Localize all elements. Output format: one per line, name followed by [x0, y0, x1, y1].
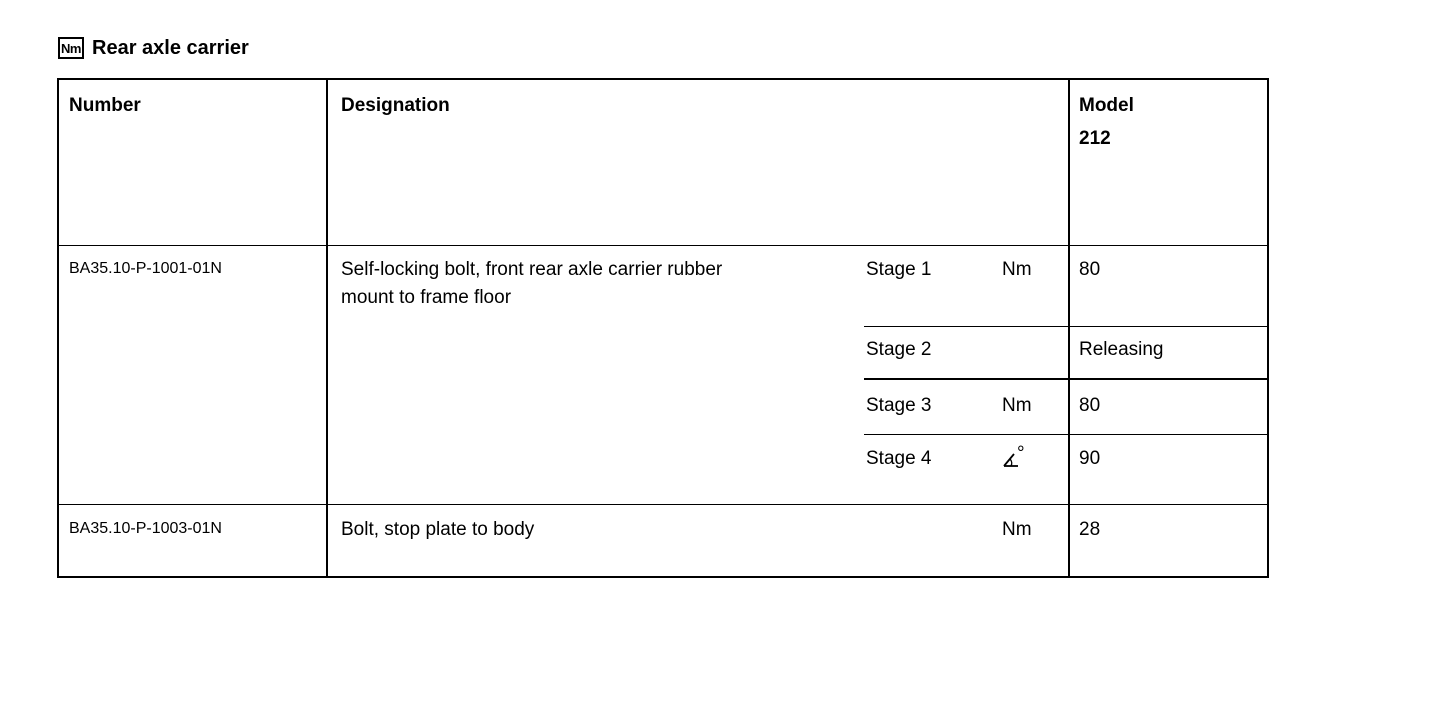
stage1-bottom-border: [864, 326, 1269, 327]
row1-designation-line2: mount to frame floor: [341, 287, 512, 308]
stage3-unit: Nm: [1002, 395, 1032, 416]
torque-spec-table: [57, 78, 1269, 578]
header-bottom-border: [57, 245, 1269, 246]
row1-bottom-border: [57, 504, 1269, 505]
stage3-value: 80: [1079, 395, 1101, 416]
row2-number: BA35.10-P-1003-01N: [69, 520, 222, 537]
header-number: Number: [69, 95, 141, 116]
model-col-divider: [1068, 78, 1070, 578]
table-right-border: [1267, 78, 1269, 578]
stage4-label: Stage 4: [866, 448, 932, 469]
table-top-border: [57, 78, 1269, 80]
stage2-bottom-border: [864, 378, 1269, 380]
stage3-label: Stage 3: [866, 395, 932, 416]
section-title-text: Rear axle carrier: [92, 36, 249, 59]
stage2-label: Stage 2: [866, 339, 932, 360]
stage1-value: 80: [1079, 259, 1101, 280]
torque-nm-icon: Nm: [58, 37, 84, 59]
row2-designation: Bolt, stop plate to body: [341, 519, 535, 540]
row2-unit: Nm: [1002, 519, 1032, 540]
row1-number: BA35.10-P-1001-01N: [69, 260, 222, 277]
stage1-unit: Nm: [1002, 259, 1032, 280]
header-designation: Designation: [341, 95, 450, 116]
number-col-divider: [326, 78, 328, 578]
stage4-value: 90: [1079, 448, 1101, 469]
stage2-value: Releasing: [1079, 339, 1164, 360]
header-model-value: 212: [1079, 128, 1111, 149]
stage1-label: Stage 1: [866, 259, 932, 280]
header-model: Model: [1079, 95, 1134, 116]
stage4-unit: °: [1017, 443, 1025, 464]
section-title: [58, 33, 249, 63]
row2-value: 28: [1079, 519, 1101, 540]
row1-designation-line1: Self-locking bolt, front rear axle carrier rubber: [341, 259, 723, 280]
table-bottom-border: [57, 576, 1269, 578]
stage3-bottom-border: [864, 434, 1269, 435]
table-left-border: [57, 78, 59, 578]
